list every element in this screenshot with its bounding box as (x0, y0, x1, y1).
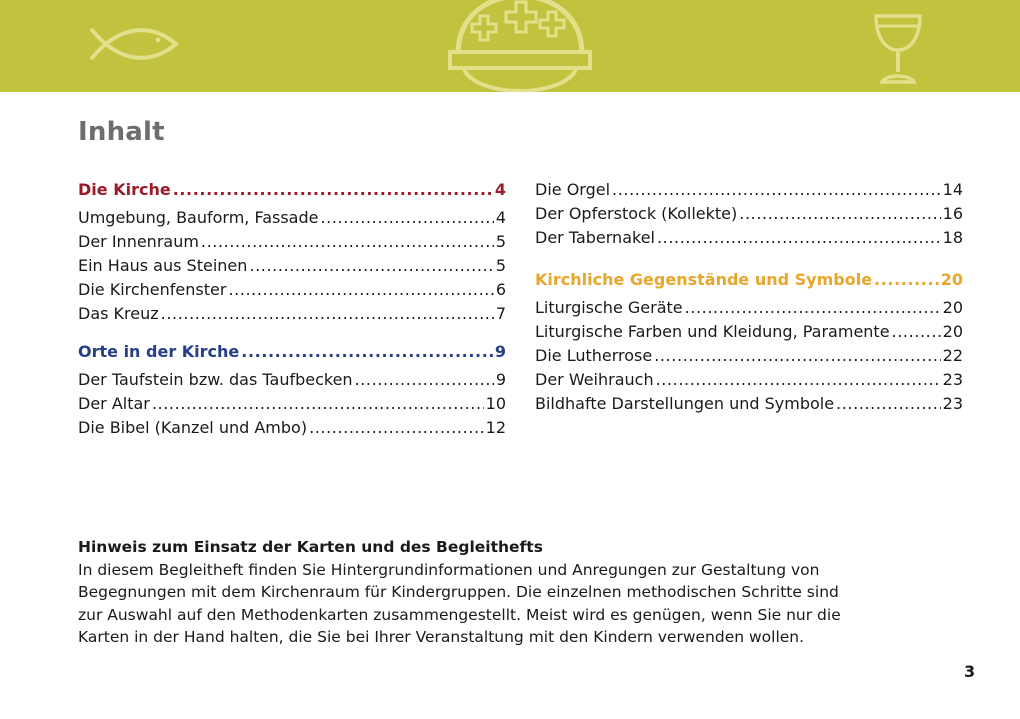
note-line: Begegnungen mit dem Kirchenraum für Kindergruppen. Die einzelnen methodischen Schritte sind (78, 583, 839, 601)
toc-leader-dots (739, 202, 940, 226)
toc-entry-page: 14 (942, 180, 963, 199)
toc-entry-page: 12 (485, 418, 506, 437)
toc-gap (78, 326, 506, 340)
toc-entry-page: 7 (495, 304, 506, 323)
toc-entry-page: 20 (942, 322, 963, 341)
toc-entry[interactable] (78, 302, 506, 326)
toc-entry-label: Bildhafte Darstellungen und Symbole (535, 394, 835, 413)
toc-leader-dots (657, 226, 941, 250)
toc-gap (535, 250, 963, 268)
toc-leader-dots (320, 206, 493, 230)
toc-entry-label: Liturgische Geräte (535, 298, 683, 317)
toc-entry-page: 22 (942, 346, 963, 365)
toc-leader-dots (685, 296, 941, 320)
toc-entry-label: Der Innenraum (78, 232, 199, 251)
toc-entry-page: 23 (942, 370, 963, 389)
page-title: Inhalt (78, 117, 165, 147)
toc-entry-label: Die Orgel (535, 180, 611, 199)
toc-entry-label: Die Lutherrose (535, 346, 653, 365)
toc-entry[interactable] (535, 296, 963, 320)
toc-entry[interactable] (78, 278, 506, 302)
toc-section-heading[interactable] (535, 268, 963, 296)
toc-leader-dots (249, 254, 493, 278)
note-line: zur Auswahl auf den Methodenkarten zusammengestellt. Meist wird es genügen, wenn Sie nur die (78, 605, 841, 624)
toc-entry[interactable] (535, 202, 963, 226)
toc-heading-label: Die Kirche (78, 180, 171, 199)
header-banner (0, 0, 1020, 92)
toc-entry[interactable] (535, 392, 963, 416)
fish-icon (88, 22, 180, 66)
toc-entry[interactable] (78, 368, 506, 392)
toc-entry-label: Die Bibel (Kanzel und Ambo) (78, 418, 308, 437)
note-title: Hinweis zum Einsatz der Karten und des Begleithefts (78, 538, 543, 556)
toc-heading-page: 9 (494, 342, 506, 361)
toc-entry-page: 10 (485, 394, 506, 413)
bishop-mitre-icon (440, 0, 600, 92)
toc-entry[interactable] (78, 392, 506, 416)
toc-section-heading[interactable] (78, 178, 506, 206)
usage-note (78, 536, 958, 649)
toc-leader-dots (656, 368, 941, 392)
toc-entry-label: Der Weihrauch (535, 370, 654, 389)
toc-heading-page: 20 (940, 270, 963, 289)
toc-entry-label: Liturgische Farben und Kleidung, Paramente (535, 322, 890, 341)
toc-leader-dots (152, 392, 484, 416)
toc-entry-label: Der Opferstock (Kollekte) (535, 204, 738, 223)
toc-entry[interactable] (78, 416, 506, 440)
toc-leader-dots (241, 340, 493, 364)
toc-entry-label: Das Kreuz (78, 304, 159, 323)
toc-leader-dots (612, 178, 941, 202)
toc-entry-label: Der Tabernakel (535, 228, 655, 247)
toc-leader-dots (161, 302, 494, 326)
toc-entry[interactable] (78, 206, 506, 230)
toc-entry[interactable] (535, 368, 963, 392)
toc-heading-label: Orte in der Kirche (78, 342, 240, 361)
toc-entry-page: 20 (942, 298, 963, 317)
note-line: In diesem Begleitheft finden Sie Hintergrundinformationen und Anregungen zur Gestaltung von (78, 560, 820, 579)
toc-section-heading[interactable] (78, 340, 506, 368)
toc-entry-page: 18 (942, 228, 963, 247)
toc-leader-dots (874, 268, 939, 292)
toc-leader-dots (173, 178, 493, 202)
toc-entry-label: Der Taufstein bzw. das Taufbecken (78, 370, 353, 389)
toc-entry-label: Der Altar (78, 394, 150, 413)
toc-leader-dots (201, 230, 494, 254)
toc-leader-dots (892, 320, 941, 344)
toc-entry[interactable] (535, 178, 963, 202)
note-line: Karten in der Hand halten, die Sie bei Ihrer Veranstaltung mit den Kindern verwenden wollen. (78, 628, 805, 646)
toc-entry-page: 23 (942, 394, 963, 413)
toc-entry[interactable] (535, 226, 963, 250)
toc-entry[interactable] (535, 320, 963, 344)
toc-leader-dots (355, 368, 494, 392)
toc-entry[interactable] (78, 254, 506, 278)
toc-entry-page: 6 (495, 280, 506, 299)
toc-heading-label: Kirchliche Gegenstände und Symbole (535, 270, 873, 289)
chalice-icon (870, 12, 926, 88)
toc-entry-page: 9 (495, 370, 506, 389)
toc-entry-label: Ein Haus aus Steinen (78, 256, 248, 275)
toc-heading-page: 4 (494, 180, 506, 199)
toc-leader-dots (228, 278, 493, 302)
toc-entry-label: Umgebung, Bauform, Fassade (78, 208, 319, 227)
toc-entry-page: 4 (495, 208, 506, 227)
toc-entry-page: 16 (942, 204, 963, 223)
toc-entry[interactable] (78, 230, 506, 254)
toc-entry-label: Die Kirchenfenster (78, 280, 227, 299)
toc-entry-page: 5 (495, 232, 506, 251)
toc-leader-dots (836, 392, 941, 416)
toc-column-right (535, 178, 963, 416)
toc-leader-dots (309, 416, 484, 440)
toc-column-left (78, 178, 506, 440)
toc-leader-dots (654, 344, 940, 368)
toc-entry-page: 5 (495, 256, 506, 275)
toc-entry[interactable] (535, 344, 963, 368)
page-number: 3 (964, 662, 976, 681)
